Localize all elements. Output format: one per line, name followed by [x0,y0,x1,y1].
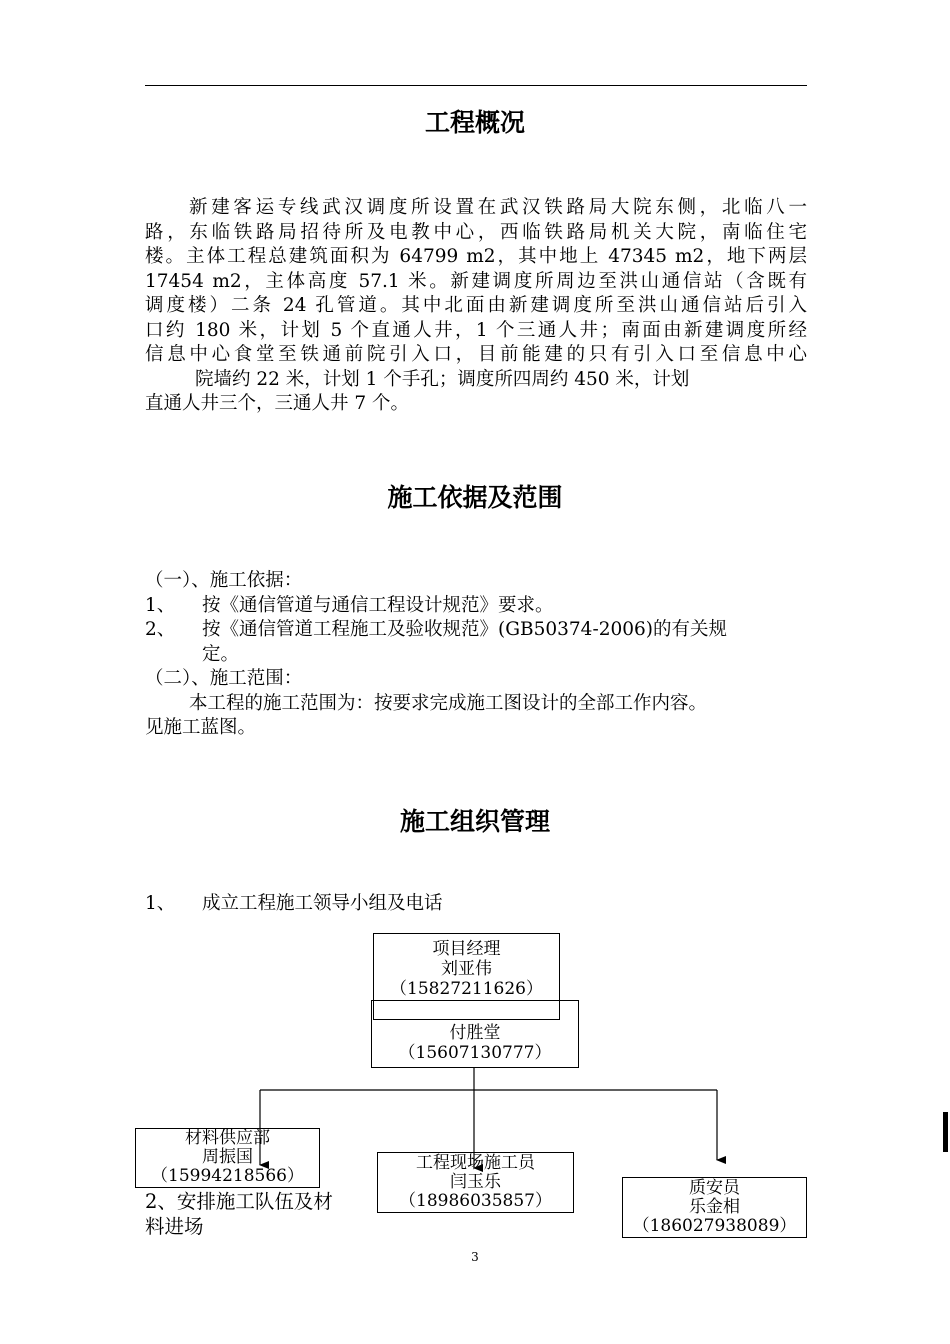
overview-line: 调度楼）二条 24 孔管道。其中北面由新建调度所至洪山通信站后引入 [145,295,807,316]
org-deputy-phone: （15607130777） [398,1043,552,1063]
org-box-manager [373,933,560,1020]
org-materials-role: 材料供应部 [185,1128,270,1148]
org-manager-role: 项目经理 [432,939,501,959]
org-safety-role: 质安员 [689,1178,740,1198]
org-item-number: 1、 [145,893,176,914]
org-box-materials [135,1128,320,1188]
overview-line: 直通人井三个，三通人井 7 个。 [145,393,410,414]
org-materials-phone: （15994218566） [151,1166,304,1186]
page-number: 3 [471,1250,479,1264]
basis-item-text: 按《通信管道与通信工程设计规范》要求。 [202,594,554,616]
org-site-role: 工程现场施工员 [416,1153,535,1173]
overview-line: 路，东临铁路局招待所及电教中心，西临铁路局机关大院，南临住宅 [145,221,807,243]
basis-item-text: 按《通信管道工程施工及验收规范》(GB50374-2006)的有关规 [202,619,727,640]
overview-line: 新建客运专线武汉调度所设置在武汉铁路局大院东侧，北临八一 [189,197,807,218]
scope-line: 本工程的施工范围为：按要求完成施工图设计的全部工作内容。 [189,692,708,714]
overview-line: 信息中心食堂至铁通前院引入口，目前能建的只有引入口至信息中心 [145,344,807,365]
org-item-2 [145,1190,375,1239]
org-manager-name: 刘亚伟 [441,959,492,979]
org-manager-phone: （15827211626） [390,979,543,999]
org-item-2-line: 2、安排施工队伍及材 [145,1190,333,1213]
org-safety-phone: （18602793808​9） [632,1216,797,1236]
basis-item-continuation: 定。 [202,643,240,665]
basis-item-number: 1、 [145,594,176,616]
overview-line: 17454 m2，主体高度 57.1 米。新建调度所周边至洪山通信站（含既有 [145,270,807,292]
org-safety-name: 乐金相 [689,1197,740,1217]
basis-item-number: 2、 [145,619,176,640]
basis-subheading: （一）、施工依据： [145,570,303,591]
scope-line: 见施工蓝图。 [145,717,257,738]
org-item-2-line: 料进场 [145,1214,204,1238]
section-title-basis: 施工依据及范围 [387,483,563,512]
org-site-phone: （18986035857） [399,1191,552,1211]
overview-line: 口约 180 米，计划 5 个直通人井，1 个三通人井；南面由新建调度所经 [145,319,807,341]
section-title-org: 施工组织管理 [399,807,550,836]
org-box-safety [622,1177,807,1238]
org-deputy-name: 付胜堂 [449,1023,501,1043]
org-site-name: 闫玉乐 [450,1172,501,1192]
org-item-text: 成立工程施工领导小组及电话 [202,893,443,914]
org-materials-name: 周振国 [202,1147,253,1167]
edge-mark [943,1112,948,1152]
org-box-site [377,1152,574,1213]
scope-subheading: （二）、施工范围： [145,668,303,689]
overview-line: 院墙约 22 米，计划 1 个手孔；调度所四周约 450 米，计划 [195,368,690,390]
overview-line: 楼。主体工程总建筑面积为 64799 m2，其中地上 47345 m2，地下两层 [145,246,807,267]
section-title-overview: 工程概况 [424,108,525,137]
